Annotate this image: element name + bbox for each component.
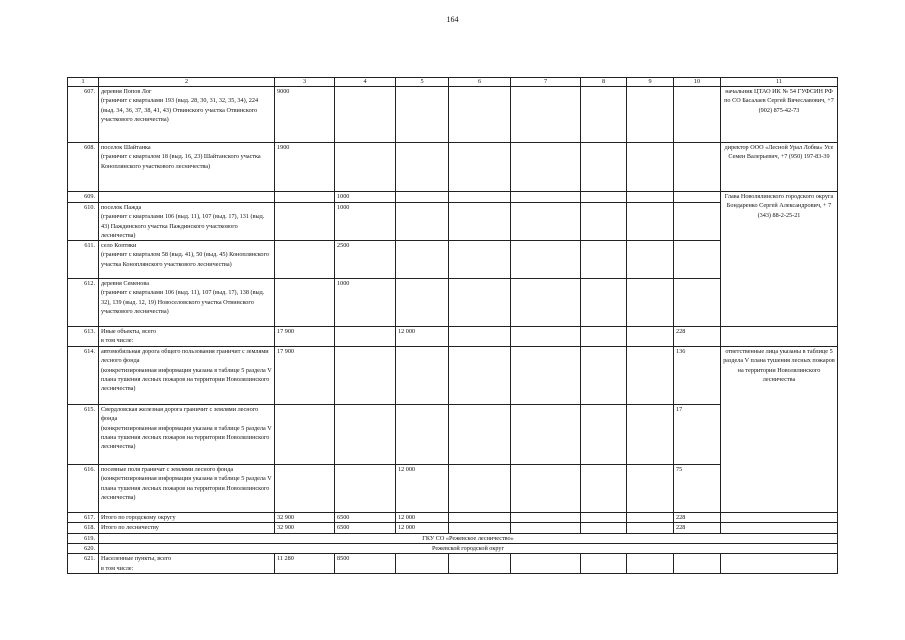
cell-c10 bbox=[674, 203, 721, 241]
row-description: (конкретизированная информация указана в таблице 5 раздела V плана тушения лесных пожаров на территории Новолялинского лесничества) bbox=[101, 424, 272, 451]
table-row bbox=[68, 327, 838, 347]
cell-c3: 1900 bbox=[275, 143, 335, 192]
row-name bbox=[99, 143, 275, 192]
cell-c3: 17 900 bbox=[275, 347, 335, 405]
col-header: 9 bbox=[627, 78, 674, 87]
row-description: (граничит с кварталами 106 (выд. 11), 107 (выд. 17), 138 (выд. 32), 139 (выд. 12, 19) Новоселовского участка Отвинского участкового лесничества) bbox=[101, 289, 265, 316]
cell-c4: 8500 bbox=[335, 554, 396, 574]
cell-c10 bbox=[674, 87, 721, 143]
cell-c10: 228 bbox=[674, 523, 721, 533]
cell-c10: 136 bbox=[674, 347, 721, 405]
col-header: 4 bbox=[335, 78, 396, 87]
row-title: Итого по лесничеству bbox=[99, 523, 275, 533]
cell-c3 bbox=[275, 203, 335, 241]
row-name bbox=[99, 405, 275, 465]
cell-c10 bbox=[674, 279, 721, 327]
row-description: (граничит с кварталами 193 (выд. 28, 30, 31, 32, 35, 34), 224 (выд. 34, 36, 37, 38, 41, 43) Отвинского участка Отвинского участкового лесничества) bbox=[101, 97, 259, 123]
row-number: 619. bbox=[68, 533, 99, 543]
row-title: Иные объекты, всего bbox=[101, 328, 157, 336]
cell-c4 bbox=[335, 143, 396, 192]
row-name bbox=[99, 279, 275, 327]
cell-c4: 6500 bbox=[335, 523, 396, 533]
row-name bbox=[99, 347, 275, 405]
row-description: в том числе: bbox=[101, 337, 134, 345]
row-name bbox=[99, 465, 275, 513]
row-title: поселок Шайтанка bbox=[101, 144, 151, 151]
row-description: (граничит с кварталами 106 (выд. 11), 107 (выд. 17), 131 (выд. 43) Паждинского участка Паждинского участкового лесничества) bbox=[101, 213, 265, 239]
col-header: 10 bbox=[674, 78, 721, 87]
cell-c4: 1000 bbox=[335, 279, 396, 327]
cell-c5 bbox=[396, 241, 449, 279]
row-title: село Коптяки bbox=[101, 242, 137, 250]
header-row bbox=[68, 78, 838, 87]
cell-c10 bbox=[674, 143, 721, 192]
table-row bbox=[68, 523, 838, 533]
row-name bbox=[99, 327, 275, 347]
row-title: посевные поля граничат с землями лесного фонда bbox=[101, 466, 234, 474]
section-heading: Режевской городской округ bbox=[99, 544, 838, 554]
cell-c5 bbox=[396, 192, 449, 203]
cell-c3 bbox=[275, 192, 335, 203]
col-header: 11 bbox=[721, 78, 838, 87]
row-number: 620. bbox=[68, 544, 99, 554]
row-number: 615. bbox=[68, 405, 99, 465]
row-title: Населенные пункты, всего bbox=[101, 555, 172, 563]
row-number: 612. bbox=[68, 279, 99, 327]
cell-c5: 12 000 bbox=[396, 523, 449, 533]
table-row bbox=[68, 192, 838, 203]
section-heading: ГКУ СО «Режевское лесничество» bbox=[99, 533, 838, 543]
cell-c3: 11 280 bbox=[275, 554, 335, 574]
contact-cell: Глава Новолялинского городского округа Бондаренко Сергей Александрович, + 7 (343) 88-2-25-21 bbox=[721, 192, 838, 327]
row-number: 621. bbox=[68, 554, 99, 574]
table-row bbox=[68, 544, 838, 554]
cell-c3 bbox=[275, 241, 335, 279]
row-name bbox=[99, 241, 275, 279]
row-number: 617. bbox=[68, 513, 99, 523]
cell-c5 bbox=[396, 554, 449, 574]
col-header: 6 bbox=[449, 78, 511, 87]
table-row bbox=[68, 87, 838, 143]
row-description: (конкретизированная информация указана в таблице 5 раздела V плана тушения лесных пожаров на территории Новолялинского лесничества) bbox=[101, 366, 272, 393]
cell-c10: 228 bbox=[674, 513, 721, 523]
row-number: 618. bbox=[68, 523, 99, 533]
row-name bbox=[99, 87, 275, 143]
cell-c10 bbox=[674, 192, 721, 203]
cell-c10 bbox=[674, 241, 721, 279]
cell-c4 bbox=[335, 87, 396, 143]
row-title: автомобильная дорога общего пользования граничит с землями лесного фонда bbox=[101, 348, 269, 365]
row-description: в том числе: bbox=[101, 564, 134, 572]
cell-c10: 17 bbox=[674, 405, 721, 465]
page-number: 164 bbox=[446, 15, 459, 24]
cell-c5: 12 000 bbox=[396, 513, 449, 523]
table-row bbox=[68, 143, 838, 192]
cell-c10: 228 bbox=[674, 327, 721, 347]
col-header: 5 bbox=[396, 78, 449, 87]
cell-c3 bbox=[275, 405, 335, 465]
row-description: (граничит с кварталом 18 (выд. 16, 23) Шайтанского участка Коноплянского участкового лесничества) bbox=[101, 153, 261, 170]
cell-c3: 9000 bbox=[275, 87, 335, 143]
fire-plan-table bbox=[67, 77, 838, 574]
table-row bbox=[68, 533, 838, 543]
col-header: 3 bbox=[275, 78, 335, 87]
row-name bbox=[99, 192, 275, 203]
cell-c5 bbox=[396, 87, 449, 143]
col-header: 2 bbox=[99, 78, 275, 87]
cell-c5 bbox=[396, 347, 449, 405]
cell-c4: 1000 bbox=[335, 192, 396, 203]
cell-c4 bbox=[335, 327, 396, 347]
cell-c3 bbox=[275, 465, 335, 513]
cell-c5 bbox=[396, 203, 449, 241]
cell-c3: 17 900 bbox=[275, 327, 335, 347]
cell-c10: 75 bbox=[674, 465, 721, 513]
cell-c5: 12 000 bbox=[396, 327, 449, 347]
table-row bbox=[68, 513, 838, 523]
row-description: (граничит с кварталом 58 (выд. 41), 50 (выд. 45) Коноплянского участка Коноплянского участкового лесничества) bbox=[101, 251, 269, 268]
row-number: 609. bbox=[68, 192, 99, 203]
row-number: 607. bbox=[68, 87, 99, 143]
row-number: 616. bbox=[68, 465, 99, 513]
contact-cell: ответственные лица указаны в таблице 5 раздела V плана тушения лесных пожаров на территории Новолялинского лесничества bbox=[721, 347, 838, 513]
row-title: деревня Семенова bbox=[101, 280, 149, 288]
row-number: 608. bbox=[68, 143, 99, 192]
cell-c5 bbox=[396, 405, 449, 465]
row-description: (конкретизированная информация указана в таблице 5 раздела V плана тушения лесных пожаров на территории Новолялинского лесничества) bbox=[101, 475, 272, 502]
cell-c4 bbox=[335, 465, 396, 513]
cell-c4: 2500 bbox=[335, 241, 396, 279]
row-title: Итого по городскому округу bbox=[99, 513, 275, 523]
row-name bbox=[99, 203, 275, 241]
cell-c3 bbox=[275, 279, 335, 327]
col-header: 8 bbox=[581, 78, 627, 87]
table-row bbox=[68, 347, 838, 405]
table-row bbox=[68, 554, 838, 574]
col-header: 7 bbox=[511, 78, 581, 87]
cell-c4: 6500 bbox=[335, 513, 396, 523]
cell-c5 bbox=[396, 279, 449, 327]
cell-c10 bbox=[674, 554, 721, 574]
row-name bbox=[99, 554, 275, 574]
cell-c4: 1000 bbox=[335, 203, 396, 241]
row-number: 613. bbox=[68, 327, 99, 347]
row-title: Свердловская железная дорога граничит с землями лесного фонда bbox=[101, 406, 259, 423]
cell-c4 bbox=[335, 405, 396, 465]
contact-cell: начальник ЦТАО ИК № 54 ГУФСИН РФ по СО Басалаев Сергей Вячеславович, +7 (902) 875-42-73 bbox=[721, 87, 838, 143]
row-title: поселок Пажда bbox=[101, 204, 142, 211]
cell-c5: 12 000 bbox=[396, 465, 449, 513]
row-title: деревня Попов Лог bbox=[101, 88, 152, 95]
col-header: 1 bbox=[68, 78, 99, 87]
row-number: 611. bbox=[68, 241, 99, 279]
contact-cell: директор ООО «Лесной Урал Лобва» Усе Семен Валерьевич, +7 (950) 197-83-39 bbox=[721, 143, 838, 192]
cell-c3: 32 900 bbox=[275, 523, 335, 533]
cell-c4 bbox=[335, 347, 396, 405]
cell-c5 bbox=[396, 143, 449, 192]
cell-c3: 32 900 bbox=[275, 513, 335, 523]
row-number: 610. bbox=[68, 203, 99, 241]
row-number: 614. bbox=[68, 347, 99, 405]
